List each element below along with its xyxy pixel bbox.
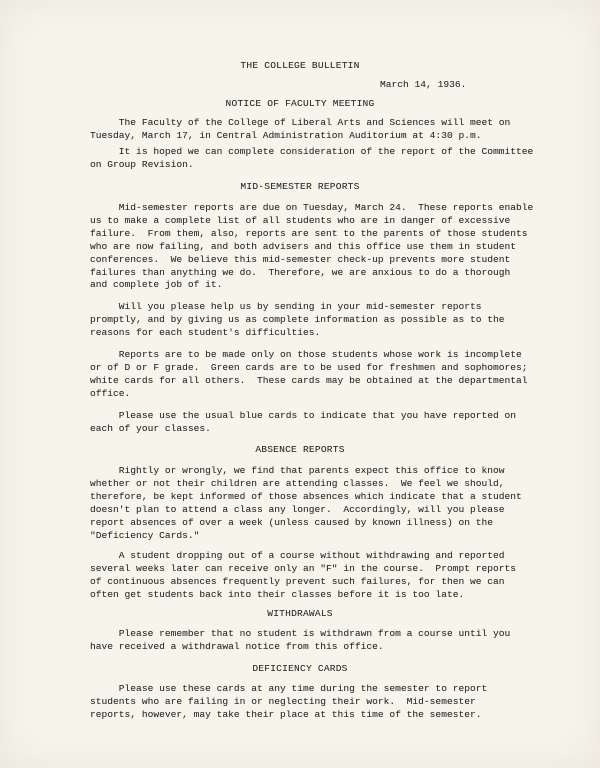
text-line: Mid-semester reports are due on Tuesday, March 24. These reports enable bbox=[90, 202, 534, 213]
text-line: Reports are to be made only on those students whose work is incomplete bbox=[90, 349, 522, 360]
text-line: us to make a complete list of all students who are in danger of excessive bbox=[90, 214, 511, 226]
text-line: The Faculty of the College of Liberal Arts and Sciences will meet on bbox=[90, 117, 511, 128]
absence-paragraph-2 bbox=[90, 550, 516, 602]
text-line: conferences. We believe this mid-semester check-up prevents more student bbox=[90, 253, 511, 265]
text-line: or of D or F grade. Green cards are to be used for freshmen and sophomores; bbox=[90, 361, 528, 373]
text-line: often get students back into their classes before it is too late. bbox=[90, 588, 465, 600]
faculty-meeting-paragraph-1 bbox=[90, 117, 510, 143]
text-line: office. bbox=[90, 387, 131, 399]
text-line: Rightly or wrongly, we find that parents expect this office to know bbox=[90, 465, 505, 476]
text-line: promptly, and by giving us as complete information as possible as to the bbox=[90, 313, 505, 325]
text-line: reports, however, may take their place at this time of the semester. bbox=[90, 708, 482, 720]
text-line: report absences of over a week (unless caused by known illness) on the bbox=[90, 516, 494, 528]
text-line: and complete job of it. bbox=[90, 279, 223, 291]
withdrawals-heading: WITHDRAWALS bbox=[267, 608, 333, 619]
text-line: Will you please help us by sending in your mid-semester reports bbox=[90, 301, 482, 312]
text-line: who are now failing, and both advisers and this office use them in student bbox=[90, 240, 517, 252]
deficiency-paragraph bbox=[90, 683, 487, 722]
mid-semester-paragraph-2 bbox=[90, 301, 505, 340]
mid-semester-paragraph-3 bbox=[90, 349, 528, 401]
text-line: A student dropping out of a course without withdrawing and reported bbox=[90, 550, 505, 561]
text-line: therefore, be kept informed of those absences which indicate that a student bbox=[90, 490, 522, 502]
absence-paragraph-1 bbox=[90, 465, 522, 542]
text-line: "Deficiency Cards." bbox=[90, 529, 200, 541]
bulletin-title: THE COLLEGE BULLETIN bbox=[240, 60, 360, 71]
text-line: students who are failing in or neglecting their work. Mid-semester bbox=[90, 695, 476, 707]
bulletin-date: March 14, 1936. bbox=[380, 79, 467, 90]
mid-semester-paragraph-1 bbox=[90, 202, 533, 292]
mid-semester-paragraph-4 bbox=[90, 410, 516, 436]
text-line: Please use these cards at any time during the semester to report bbox=[90, 683, 488, 694]
text-line: reasons for each student's difficulties. bbox=[90, 326, 321, 338]
text-line: Tuesday, March 17, in Central Administration Auditorium at 4:30 p.m. bbox=[90, 129, 482, 141]
text-line: It is hoped we can complete consideration of the report of the Committee bbox=[90, 146, 534, 157]
deficiency-cards-heading: DEFICIENCY CARDS bbox=[252, 663, 348, 674]
text-line: each of your classes. bbox=[90, 422, 211, 434]
faculty-meeting-paragraph-2 bbox=[90, 146, 533, 172]
text-line: have received a withdrawal notice from this office. bbox=[90, 640, 384, 652]
text-line: doesn't plan to attend a class any longer. Accordingly, will you please bbox=[90, 503, 505, 515]
text-line: failure. From them, also, reports are sent to the parents of those students bbox=[90, 227, 528, 239]
text-line: white cards for all others. These cards may be obtained at the departmental bbox=[90, 374, 528, 386]
text-line: Please use the usual blue cards to indicate that you have reported on bbox=[90, 410, 517, 421]
mid-semester-heading: MID-SEMESTER REPORTS bbox=[240, 181, 360, 192]
text-line: failures than anything we do. Therefore, we are anxious to do a thorough bbox=[90, 266, 511, 278]
faculty-meeting-heading: NOTICE OF FACULTY MEETING bbox=[225, 98, 375, 109]
text-line: of continuous absences frequently prevent such failures, for then we can bbox=[90, 575, 505, 587]
text-line: Please remember that no student is withdrawn from a course until you bbox=[90, 628, 511, 639]
text-line: whether or not their children are attending classes. We feel we should, bbox=[90, 477, 505, 489]
withdrawals-paragraph bbox=[90, 628, 510, 654]
text-line: on Group Revision. bbox=[90, 158, 194, 170]
text-line: several weeks later can receive only an "F" in the course. Prompt reports bbox=[90, 562, 517, 574]
absence-reports-heading: ABSENCE REPORTS bbox=[255, 444, 345, 455]
